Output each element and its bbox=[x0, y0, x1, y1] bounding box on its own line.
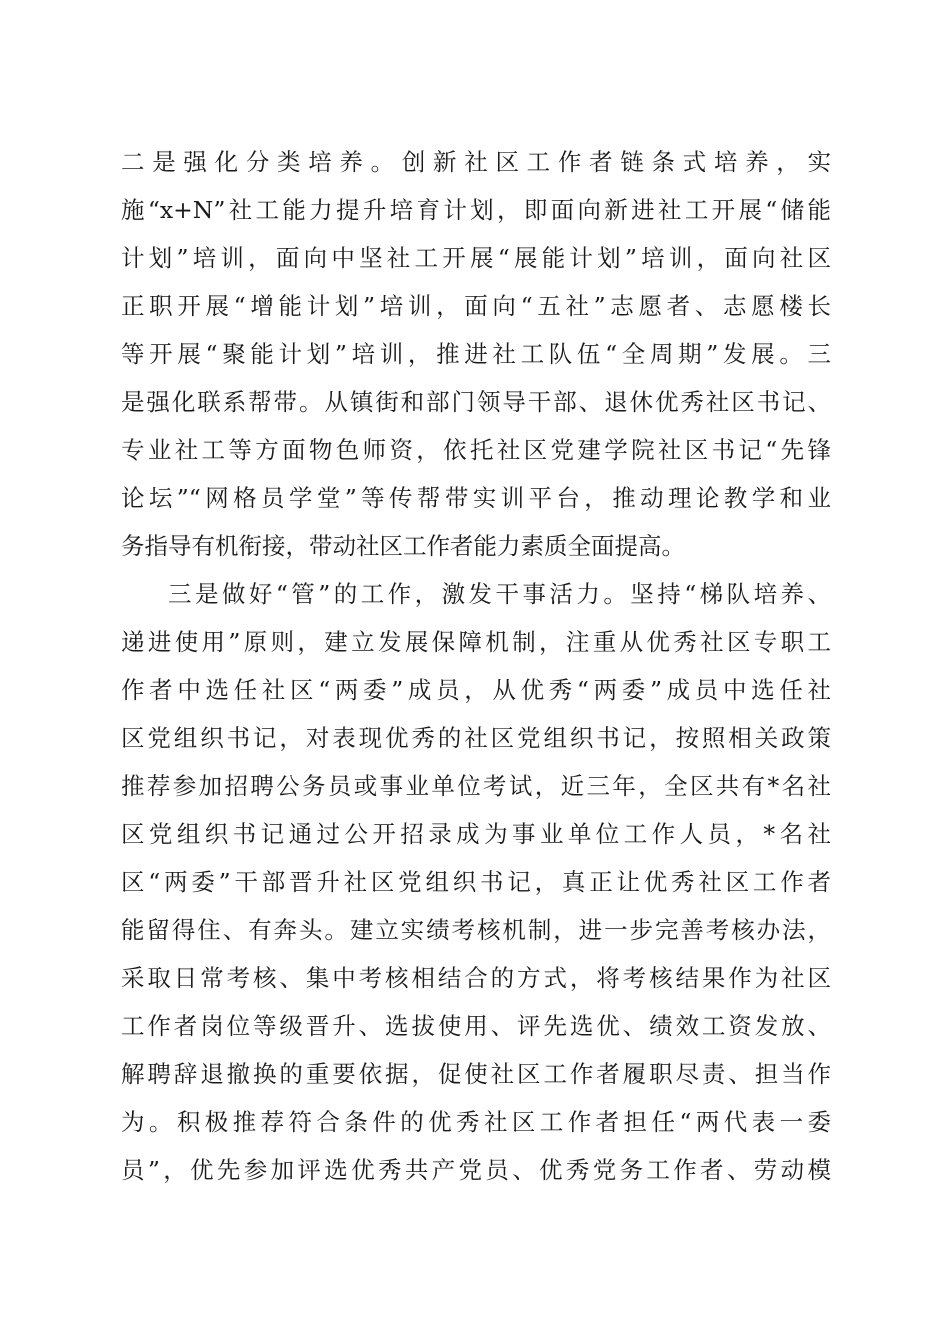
text-line: 论坛”“网格员学堂”等传帮带实训平台，推动理论教学和业 bbox=[121, 484, 831, 512]
text-line: 员”，优先参加评选优秀共产党员、优秀党务工作者、劳动模 bbox=[121, 1156, 831, 1184]
text-line: 区“两委”干部晋升社区党组织书记，真正让优秀社区工作者 bbox=[121, 868, 831, 896]
text-line: 专业社工等方面物色师资，依托社区党建学院社区书记“先锋 bbox=[121, 436, 831, 464]
text-line: 工作者岗位等级晋升、选拔使用、评先选优、绩效工资发放、 bbox=[121, 1012, 831, 1040]
text-line: 务指导有机衔接，带动社区工作者能力素质全面提高。 bbox=[121, 532, 685, 560]
text-line: 正职开展“增能计划”培训，面向“五社”志愿者、志愿楼长 bbox=[121, 292, 831, 320]
document-body bbox=[121, 138, 831, 1194]
text-line: 三是做好“管”的工作，激发干事活力。坚持“梯队培养、 bbox=[168, 580, 831, 608]
text-line: 是强化联系帮带。从镇街和部门领导干部、退休优秀社区书记、 bbox=[121, 388, 831, 416]
text-line: 推荐参加招聘公务员或事业单位考试，近三年，全区共有*名社 bbox=[121, 772, 831, 800]
text-line: 为。积极推荐符合条件的优秀社区工作者担任“两代表一委 bbox=[121, 1108, 831, 1136]
text-line: 能留得住、有奔头。建立实绩考核机制，进一步完善考核办法， bbox=[121, 916, 831, 944]
text-line: 等开展“聚能计划”培训，推进社工队伍“全周期”发展。三 bbox=[121, 340, 831, 368]
text-line: 区党组织书记通过公开招录成为事业单位工作人员，*名社 bbox=[121, 820, 831, 848]
text-line: 解聘辞退撤换的重要依据，促使社区工作者履职尽责、担当作 bbox=[121, 1060, 831, 1088]
text-line: 施“x+N”社工能力提升培育计划，即面向新进社工开展“储能 bbox=[121, 196, 831, 224]
text-line: 递进使用”原则，建立发展保障机制，注重从优秀社区专职工 bbox=[121, 628, 831, 656]
text-line: 区党组织书记，对表现优秀的社区党组织书记，按照相关政策 bbox=[121, 724, 831, 752]
text-line: 采取日常考核、集中考核相结合的方式，将考核结果作为社区 bbox=[121, 964, 831, 992]
text-line: 二是强化分类培养。创新社区工作者链条式培养，实 bbox=[121, 148, 831, 176]
text-line: 作者中选任社区“两委”成员，从优秀“两委”成员中选任社 bbox=[121, 676, 831, 704]
text-line: 计划”培训，面向中坚社工开展“展能计划”培训，面向社区 bbox=[121, 244, 831, 272]
